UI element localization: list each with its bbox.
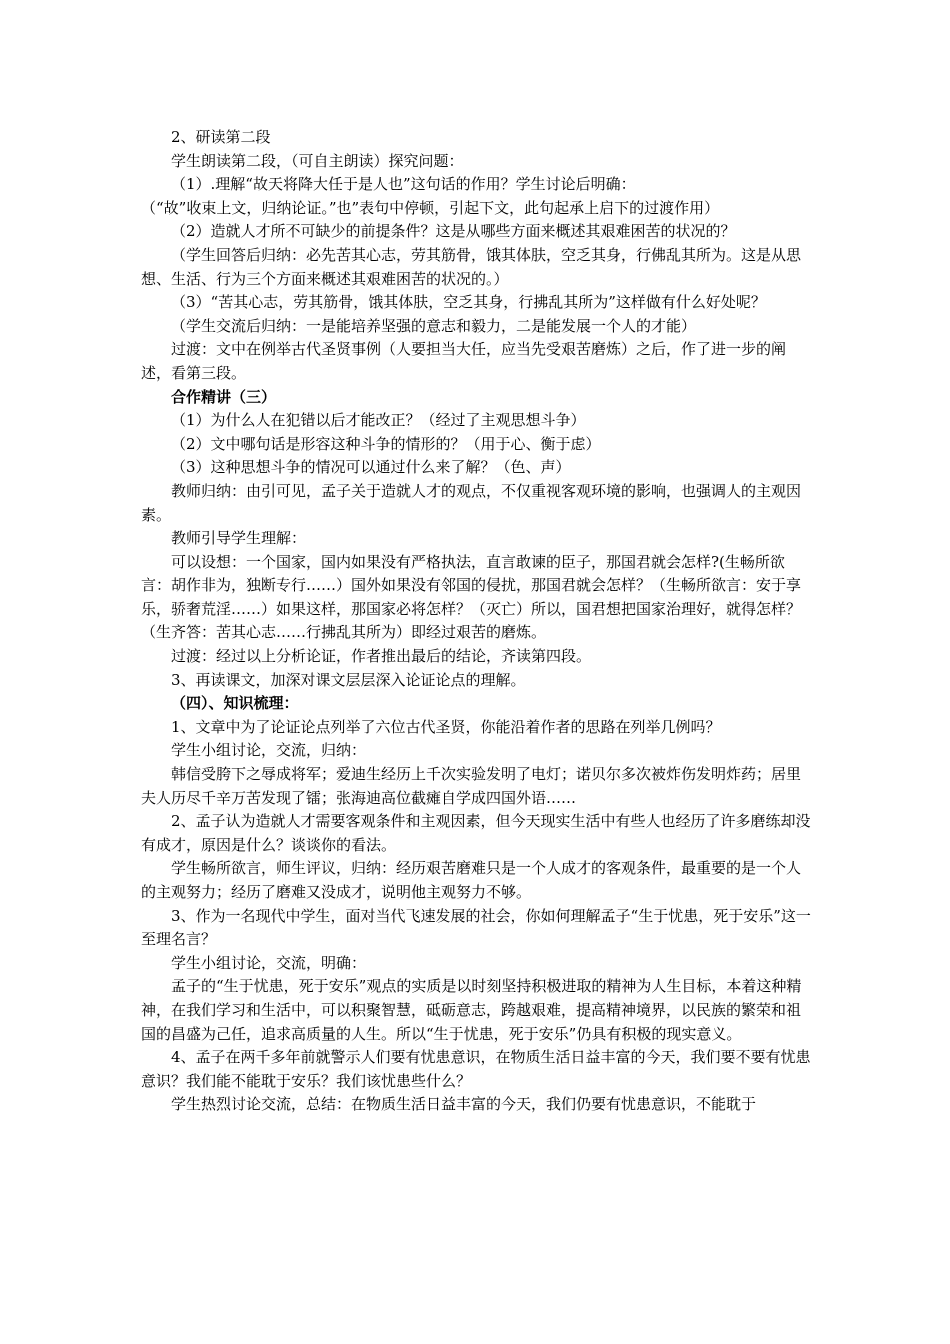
paragraph: 教师归纳：由引可见，孟子关于造就人才的观点，不仅重视客观环境的影响，也强调人的主观因素。 (141, 481, 802, 524)
paragraph: 教师引导学生理解： (171, 529, 307, 548)
paragraph: 韩信受胯下之辱成将军；爱迪生经历上千次实验发明了电灯；诺贝尔多次被炸伤发明炸药；居里夫人历尽千辛万苦发现了镭；张海迪高位截瘫自学成四国外语…… (141, 765, 802, 807)
paragraph: 学生朗读第二段，（可自主朗读）探究问题： (171, 151, 464, 170)
paragraph: 过渡：经过以上分析论证，作者推出最后的结论，齐读第四段。 (171, 647, 592, 666)
paragraph: （3）“苦其心志，劳其筋骨，饿其体肤，空乏其身，行拂乱其所为”这样做有什么好处呢？ (171, 293, 766, 312)
paragraph: 1、文章中为了论证论点列举了六位古代圣贤，你能沿着作者的思路在列举几例吗？ (171, 717, 721, 736)
paragraph: （2）文中哪句话是形容这种斗争的情形的？（用于心、衡于虑） (171, 434, 601, 453)
section-heading: 合作精讲（三） (171, 387, 277, 406)
paragraph: 3、作为一名现代中学生，面对当代飞速发展的社会，你如何理解孟子“生于忧患，死于安乐”这一至理名言？ (141, 906, 811, 949)
section-heading: （四）、知识梳理： (171, 694, 299, 713)
paragraph: 孟子的“生于忧患，死于安乐”观点的实质是以时刻坚持积极进取的精神为人生目标，本着这种精神，在我们学习和生活中，可以积聚智慧，砥砺意志，跨越艰难，提高精神境界，以民族的繁荣和祖国的昌盛为己任，追求高质量的人生。所以“生于忧患，死于安乐”仍具有积极的现实意义。 (141, 977, 802, 1043)
paragraph: （1）为什么人在犯错以后才能改正？（经过了主观思想斗争） (171, 411, 586, 430)
paragraph: 学生畅所欲言，师生评议，归纳：经历艰苦磨难只是一个人成才的客观条件，最重要的是一个人的主观努力；经历了磨难又没成才，说明他主观努力不够。 (141, 859, 802, 901)
paragraph: 3、再读课文，加深对课文层层深入论证论点的理解。 (171, 670, 526, 689)
paragraph: （3）这种思想斗争的情况可以通过什么来了解？（色、声） (171, 458, 571, 477)
paragraph: （“故”收束上文，归纳论证。”也”表句中停顿，引起下文，此句起承上启下的过渡作用） (141, 198, 720, 217)
paragraph: （学生交流后归纳：一是能培养坚强的意志和毅力，二是能发展一个人的才能） (171, 316, 697, 335)
paragraph: 可以设想：一个国家，国内如果没有严格执法，直言敢谏的臣子，那国君就会怎样?(生畅所欲言：胡作非为，独断专行……）国外如果没有邻国的侵扰，那国君就会怎样？（生畅所欲言：安于享乐，骄奢荒淫……）如果这样，那国家必将怎样？（灭亡）所以，国君想把国家治理好，就得怎样？（生齐答：苦其心志……行拂乱其所为）即经过艰苦的磨炼。 (141, 552, 802, 642)
document-body (141, 126, 811, 1117)
paragraph: （学生回答后归纳：必先苦其心志，劳其筋骨，饿其体肤，空乏其身，行佛乱其所为。这是从思想、生活、行为三个方面来概述其艰难困苦的状况的。） (141, 245, 802, 288)
paragraph: 2、孟子认为造就人才需要客观条件和主观因素，但今天现实生活中有些人也经历了许多磨练却没有成才，原因是什么？谈谈你的看法。 (141, 812, 811, 854)
paragraph: （1）.理解“故天将降大任于是人也”这句话的作用？学生讨论后明确： (171, 175, 636, 194)
paragraph: 2、研读第二段 (171, 128, 271, 146)
paragraph: （2）造就人才所不可缺少的前提条件？这是从哪些方面来概述其艰难困苦的状况的？ (171, 222, 736, 241)
paragraph: 过渡：文中在例举古代圣贤事例（人要担当大任，应当先受艰苦磨炼）之后，作了进一步的阐述，看第三段。 (141, 340, 787, 382)
paragraph: 学生小组讨论，交流，明确： (171, 953, 367, 972)
paragraph: 4、孟子在两千多年前就警示人们要有忧患意识，在物质生活日益丰富的今天，我们要不要有忧患意识？我们能不能耽于安乐？我们该忧患些什么？ (141, 1048, 811, 1090)
paragraph: 学生小组讨论，交流，归纳： (171, 741, 367, 760)
paragraph: 学生热烈讨论交流，总结：在物质生活日益丰富的今天，我们仍要有忧患意识，不能耽于 (171, 1095, 757, 1114)
